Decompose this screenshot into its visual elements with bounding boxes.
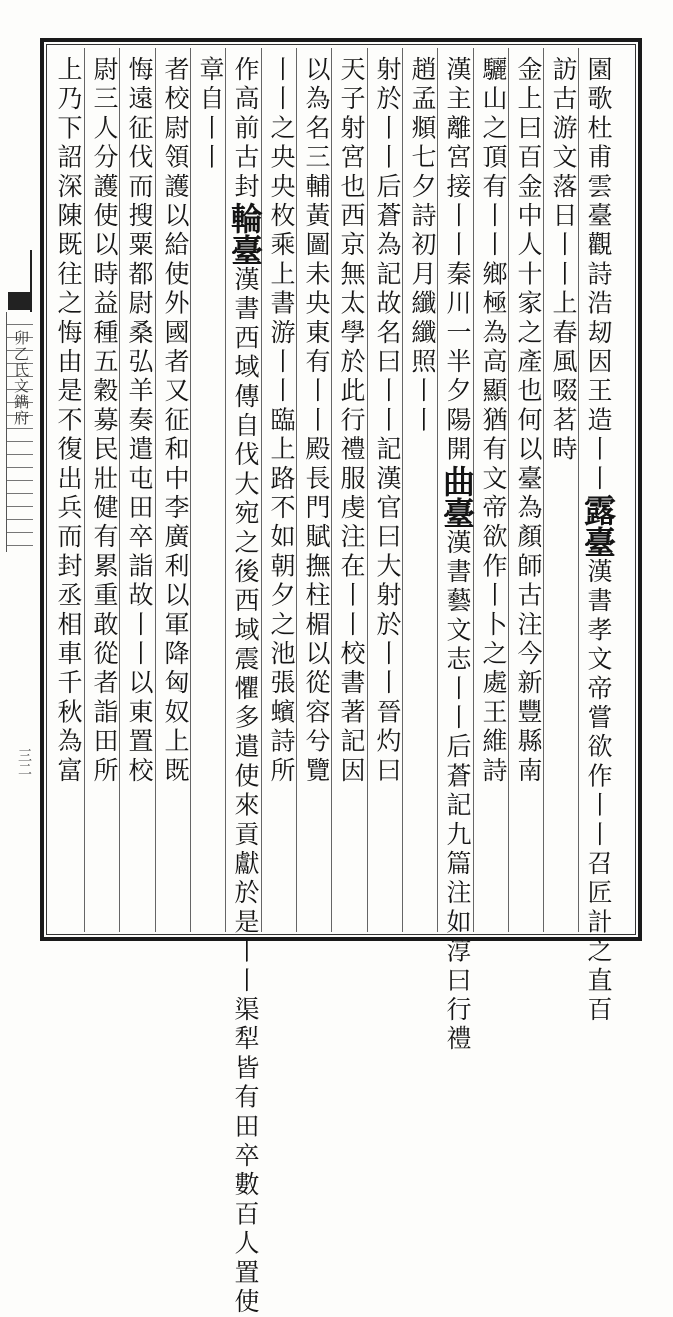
column-rule (261, 48, 262, 932)
text-column-10: 丨丨之央央枚乘上書游丨丨臨上路不如朝夕之池張蠙詩所 (267, 56, 296, 786)
page-number: 三二 (16, 748, 32, 776)
column-rule (367, 48, 368, 932)
text-column-8: 天子射宮也西京無太學於此行禮服虔注在丨丨校書著記因 (337, 56, 366, 786)
heading-lu-tai: 露臺 (579, 494, 617, 558)
text-column-16: 上乃下詔深陳既往之悔由是不復出兵而封丞相車千秋為富 (54, 56, 83, 786)
fish-tail-mark (8, 292, 32, 310)
text-column-1: 園歌杜甫雲臺觀詩浩刼因王造丨丨露臺漢書孝文帝嘗欲作丨丨召匠計之直百 (579, 56, 617, 1026)
text-column-15: 尉三人分護使以時益種五穀募民壯健有累重敢從者詣田所 (90, 56, 119, 786)
column-rule (84, 48, 85, 932)
text-column-14: 悔遠征伐而搜粟都尉桑弘羊奏遣屯田卒詣故丨丨以東置校 (125, 56, 154, 786)
text-column-5: 漢主離宮接丨丨秦川一半夕陽開曲臺漢書藝文志丨丨后蒼記九篇注如淳曰行禮 (438, 56, 476, 1055)
text-column-12: 章自丨丨 (196, 56, 225, 173)
qu-tai-text: 漢書藝文志丨丨后蒼記九篇注如淳曰行禮 (443, 528, 472, 1055)
heading-qu-tai: 曲臺 (438, 464, 476, 529)
lu-tai-text: 漢書孝文帝嘗欲作丨丨召匠計之直百 (584, 558, 613, 1026)
text-column-4: 驪山之頂有丨丨鄉極為高顯猶有文帝欲作丨卜之處王維詩 (479, 56, 508, 786)
lun-tai-text: 漢書西域傳自伐大宛之後西域震懼多遣使來貢獻於是丨丨渠犁皆有田卒數百人置使 (231, 266, 260, 1317)
text-column-9: 以為名三輔黃圖未央東有丨丨殿長門賦撫柱楣以從容兮覽 (302, 56, 331, 786)
text-column-3: 金上曰百金中人十家之產也何以臺為顏師古注今新豐縣南 (514, 56, 543, 786)
text-column-2: 訪古游文落日丨丨上春風啜茗時 (549, 56, 578, 465)
column-rule (155, 48, 156, 932)
margin-title: 卯乙氏文鐫府 (12, 330, 30, 426)
text-column-7: 射於丨丨后蒼為記故名曰丨丨記漢官曰大射於丨丨晉灼曰 (373, 56, 402, 786)
text-column-13: 者校尉領護以給使外國者又征和中李廣利以軍降匈奴上既 (161, 56, 190, 786)
heading-lun-tai: 輪臺 (226, 202, 264, 266)
text-column-6: 趙孟頫七夕詩初月纖纖照丨丨 (408, 56, 437, 436)
text-column-11: 作高前古封輪臺漢書西域傳自伐大宛之後西域震懼多遣使來貢獻於是丨丨渠犁皆有田卒數百人置使 (226, 56, 264, 1317)
